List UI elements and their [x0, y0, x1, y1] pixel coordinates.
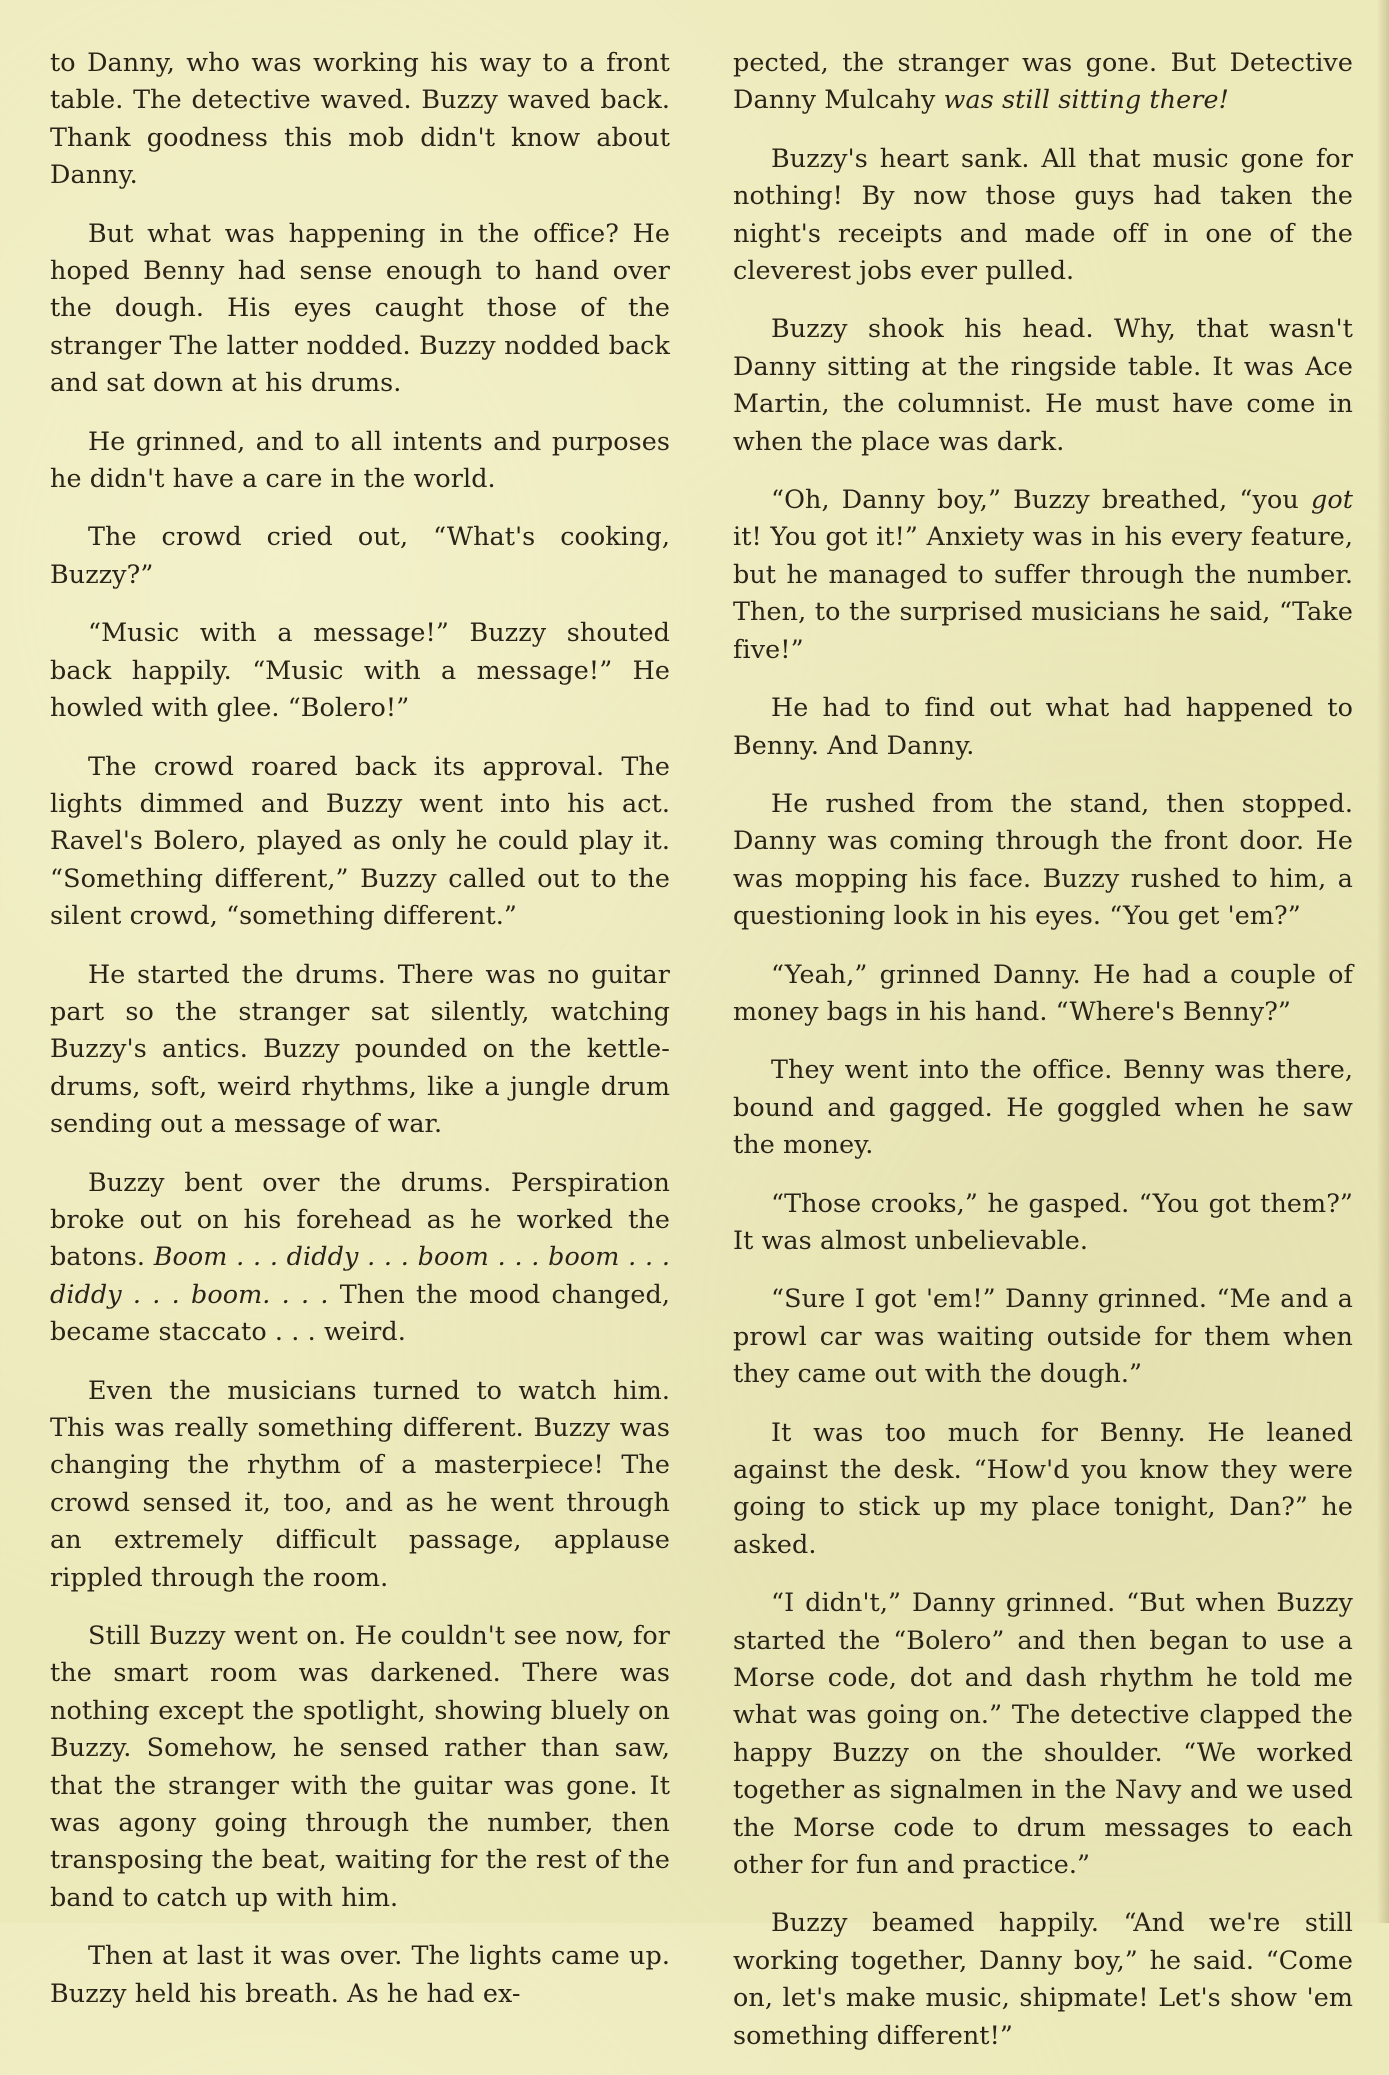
paragraph: “Those crooks,” he gasped. “You got them?” It was almost unbelievable.	[733, 1187, 1353, 1255]
text-segment: it! You got it!” Anxiety was in his every feature, but he managed to suffer through the number. Then, to the surprised musicians he said, “Take five!”	[733, 521, 1353, 664]
italic-emphasis: got	[1310, 484, 1354, 515]
paragraph: Buzzy's heart sank. All that music gone for nothing! By now those guys had taken the night's receipts and made off in one of the cleverest jobs ever pulled.	[733, 142, 1353, 286]
paragraph: He rushed from the stand, then stopped. Danny was coming through the front door. He was mopping his face. Buzzy rushed to him, a questioning look in his eyes. “You get 'em?”	[733, 787, 1353, 931]
text-segment: “Oh, Danny boy,” Buzzy breathed, “you	[771, 484, 1299, 515]
paragraph	[733, 481, 1353, 668]
paragraph: Still Buzzy went on. He couldn't see now, for the smart room was darkened. There was nothing except the spotlight, showing bluely on Buzzy. Somehow, he sensed rather than saw, that the stranger with the guitar was gone. It was agony going through the number, then transposing the beat, waiting for the rest of the band to catch up with him.	[50, 1620, 670, 1912]
paragraph: He started the drums. There was no guitar part so the stranger sat silently, watching Buzzy's antics. Buzzy pounded on the kettle-drums, soft, weird rhythms, like a jungle drum sending out a message of war.	[50, 958, 670, 1139]
paragraph: to Danny, who was working his way to a front table. The detective waved. Buzzy waved back. Thank goodness this mob didn't know about Danny.	[50, 47, 670, 190]
paragraph: He had to find out what had happened to Benny. And Danny.	[733, 692, 1353, 760]
paragraph: Buzzy beamed happily. “And we're still working together, Danny boy,” he said. “Come on, let's make music, shipmate! Let's show 'em something different!”	[733, 1907, 1353, 2050]
paragraph: “Music with a message!” Buzzy shouted back happily. “Music with a message!” He howled with glee. “Bolero!”	[50, 617, 670, 723]
paragraph: Then at last it was over. The lights came up. Buzzy held his breath. As he had ex-	[50, 1940, 670, 2008]
text-segment: Then the mood changed, became staccato . . . weird.	[50, 1278, 670, 1347]
paragraph: But what was happening in the office? He hoped Benny had sense enough to hand over the dough. His eyes caught those of the stranger The latter nodded. Buzzy nodded back and sat down at his drums.	[50, 217, 670, 398]
paragraph: “Sure I got 'em!” Danny grinned. “Me and a prowl car was waiting outside for them when they came out with the dough.”	[733, 1283, 1353, 1389]
paragraph: “Yeah,” grinned Danny. He had a couple of money bags in his hand. “Where's Benny?”	[733, 958, 1353, 1026]
paragraph: It was too much for Benny. He leaned against the desk. “How'd you know they were going to stick up my place tonight, Dan?” he asked.	[733, 1416, 1353, 1559]
text-segment: Buzzy bent over the drums. Perspiration broke out on his forehead as he worked the batons.	[50, 1166, 670, 1272]
page-edge-shadow	[1377, 0, 1389, 1923]
paragraph: The crowd roared back its approval. The lights dimmed and Buzzy went into his act. Ravel's Bolero, played as only he could play it. “Something different,” Buzzy called out to the silent crowd, “something different.”	[50, 750, 670, 931]
paragraph: The crowd cried out, “What's cooking, Buzzy?”	[50, 521, 670, 589]
italic-emphasis: was still sitting there!	[943, 84, 1229, 115]
paragraph: “I didn't,” Danny grinned. “But when Buzzy started the “Bolero” and then began to use a Morse code, dot and dash rhythm he told me what was going on.” The detective clapped the happy Buzzy on the shoulder. “We worked together as signalmen in the Navy and we used the Morse code to drum messages to each other for fun and practice.”	[733, 1587, 1353, 1880]
paragraph: They went into the office. Benny was there, bound and gagged. He goggled when he saw the money.	[733, 1054, 1353, 1160]
paragraph: Even the musicians turned to watch him. This was really something different. Buzzy was changing the rhythm of a masterpiece! The crowd sensed it, too, and as he went through an extremely difficult passage, applause rippled through the room.	[50, 1374, 670, 1592]
italic-drum-sound: Boom . . . diddy . . . boom . . . boom . . . diddy . . . boom. . . .	[50, 1241, 671, 1309]
paragraph: Buzzy shook his head. Why, that wasn't Danny sitting at the ringside table. It was Ace Martin, the columnist. He must have come in when the place was dark.	[733, 313, 1353, 456]
paragraph: He grinned, and to all intents and purposes he didn't have a care in the world.	[50, 425, 670, 494]
paragraph	[50, 1164, 670, 1351]
left-column	[50, 44, 670, 2033]
text-segment: pected, the stranger was gone. But Detective Danny Mulcahy	[733, 47, 1353, 115]
right-column	[733, 44, 1353, 2075]
paragraph	[733, 44, 1353, 119]
